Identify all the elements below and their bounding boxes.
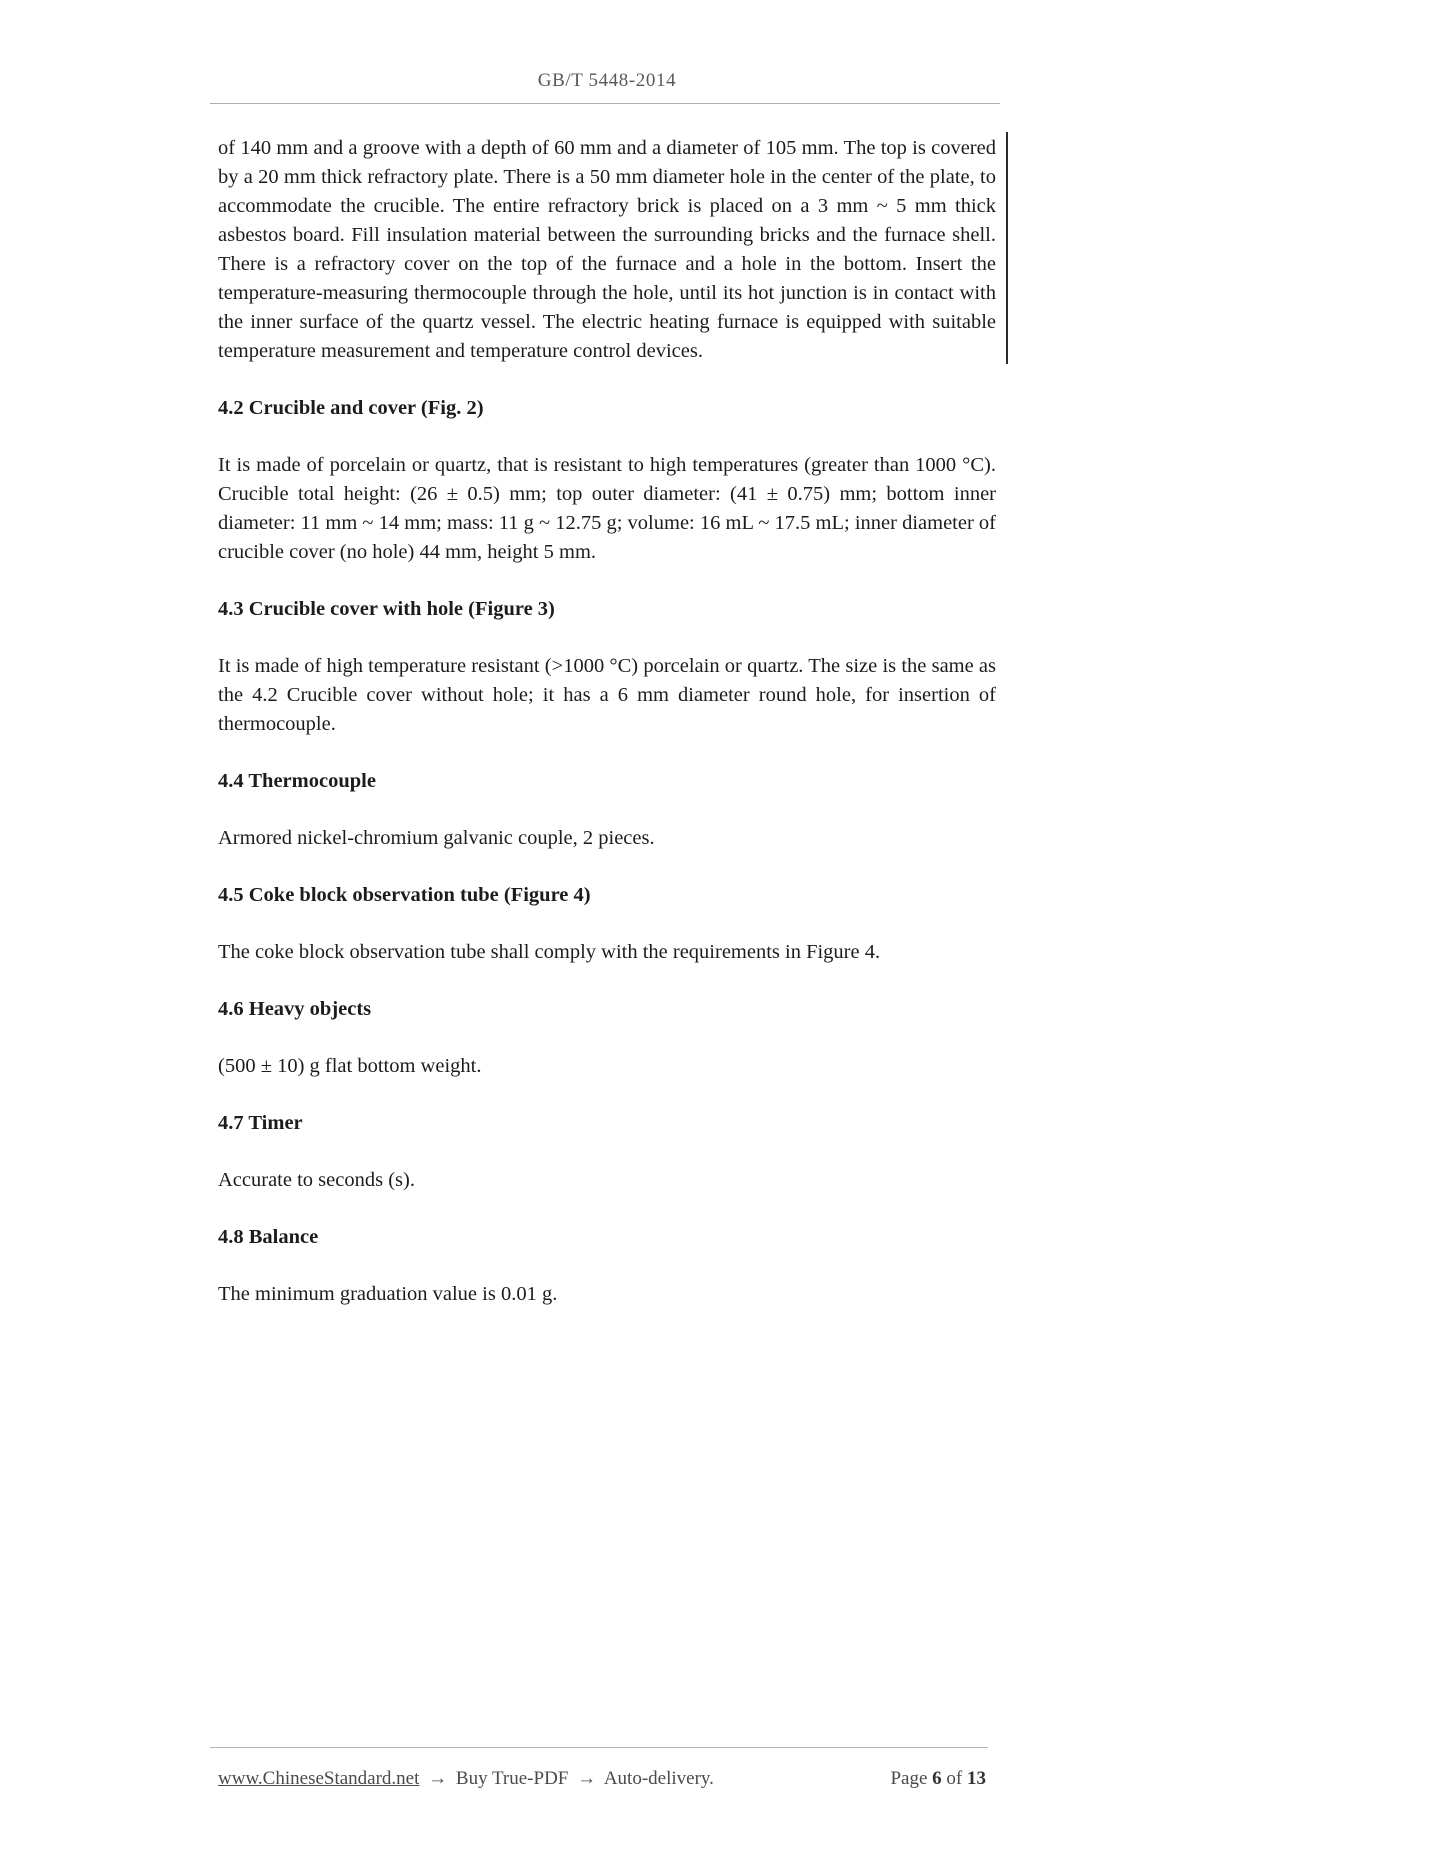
page-word: Page	[890, 1768, 928, 1789]
document-body	[218, 134, 996, 1337]
section-heading: 4.6 Heavy objects	[218, 998, 372, 1020]
arrow-icon: →	[428, 1768, 448, 1789]
footer-divider	[210, 1747, 988, 1748]
footer-buy-text: Buy True-PDF	[455, 1768, 569, 1789]
current-page-number: 6	[932, 1768, 942, 1789]
footer-source-line	[218, 1768, 714, 1790]
total-page-count: 13	[967, 1768, 986, 1789]
footer-site-link[interactable]: www.ChineseStandard.net	[218, 1768, 420, 1789]
page-header-title: GB/T 5448-2014	[537, 70, 677, 91]
paragraph: Armored nickel-chromium galvanic couple, 2 pieces.	[218, 827, 655, 849]
paragraph	[218, 134, 996, 366]
footer-delivery-text: Auto-delivery.	[603, 1768, 714, 1789]
paragraph: The coke block observation tube shall comply with the requirements in Figure 4.	[218, 941, 881, 963]
page-footer	[218, 1768, 986, 1790]
paragraph: It is made of porcelain or quartz, that is resistant to high temperatures (greater than 1000 °C). Crucible total height: (26 ± 0.5) mm; top outer diameter: (41 ± 0.75) mm; bottom inner diameter: 11 mm ~ 14 mm; mass: 11 g ~ 12.75 g; volume: 16 mL ~ 17.5 mL; inner diameter of crucible cover (no hole) 44 mm, height 5 mm.	[218, 454, 996, 563]
arrow-icon: →	[577, 1768, 597, 1789]
section-heading: 4.3 Crucible cover with hole (Figure 3)	[218, 598, 555, 620]
footer-page-number	[890, 1768, 986, 1790]
section-heading: 4.7 Timer	[218, 1112, 303, 1134]
section-heading: 4.4 Thermocouple	[218, 770, 376, 792]
header-divider	[210, 103, 1000, 104]
paragraph: It is made of high temperature resistant (>1000 °C) porcelain or quartz. The size is the same as the 4.2 Crucible cover without hole; it has a 6 mm diameter round hole, for insertion of thermocouple.	[218, 655, 996, 735]
revision-change-bar	[1006, 132, 1008, 364]
section-heading: 4.5 Coke block observation tube (Figure 4)	[218, 884, 591, 906]
section-heading: 4.8 Balance	[218, 1226, 319, 1248]
paragraph: (500 ± 10) g flat bottom weight.	[218, 1055, 482, 1077]
paragraph: Accurate to seconds (s).	[218, 1169, 415, 1191]
of-word: of	[946, 1768, 963, 1789]
paragraph-text: of 140 mm and a groove with a depth of 60 mm and a diameter of 105 mm. The top is covered by a 20 mm thick refractory plate. There is a 50 mm diameter hole in the center of the plate, to accommodate the crucible. The entire refractory brick is placed on a 3 mm ~ 5 mm thick asbestos board. Fill insulation material between the surrounding bricks and the furnace shell. There is a refractory cover on the top of the furnace and a hole in the bottom. Insert the temperature-measuring thermocouple through the hole, until its hot junction is in contact with the inner surface of the quartz vessel. The electric heating furnace is equipped with suitable temperature measurement and temperature control devices.	[218, 137, 996, 362]
paragraph: The minimum graduation value is 0.01 g.	[218, 1283, 558, 1305]
section-heading: 4.2 Crucible and cover (Fig. 2)	[218, 397, 484, 419]
